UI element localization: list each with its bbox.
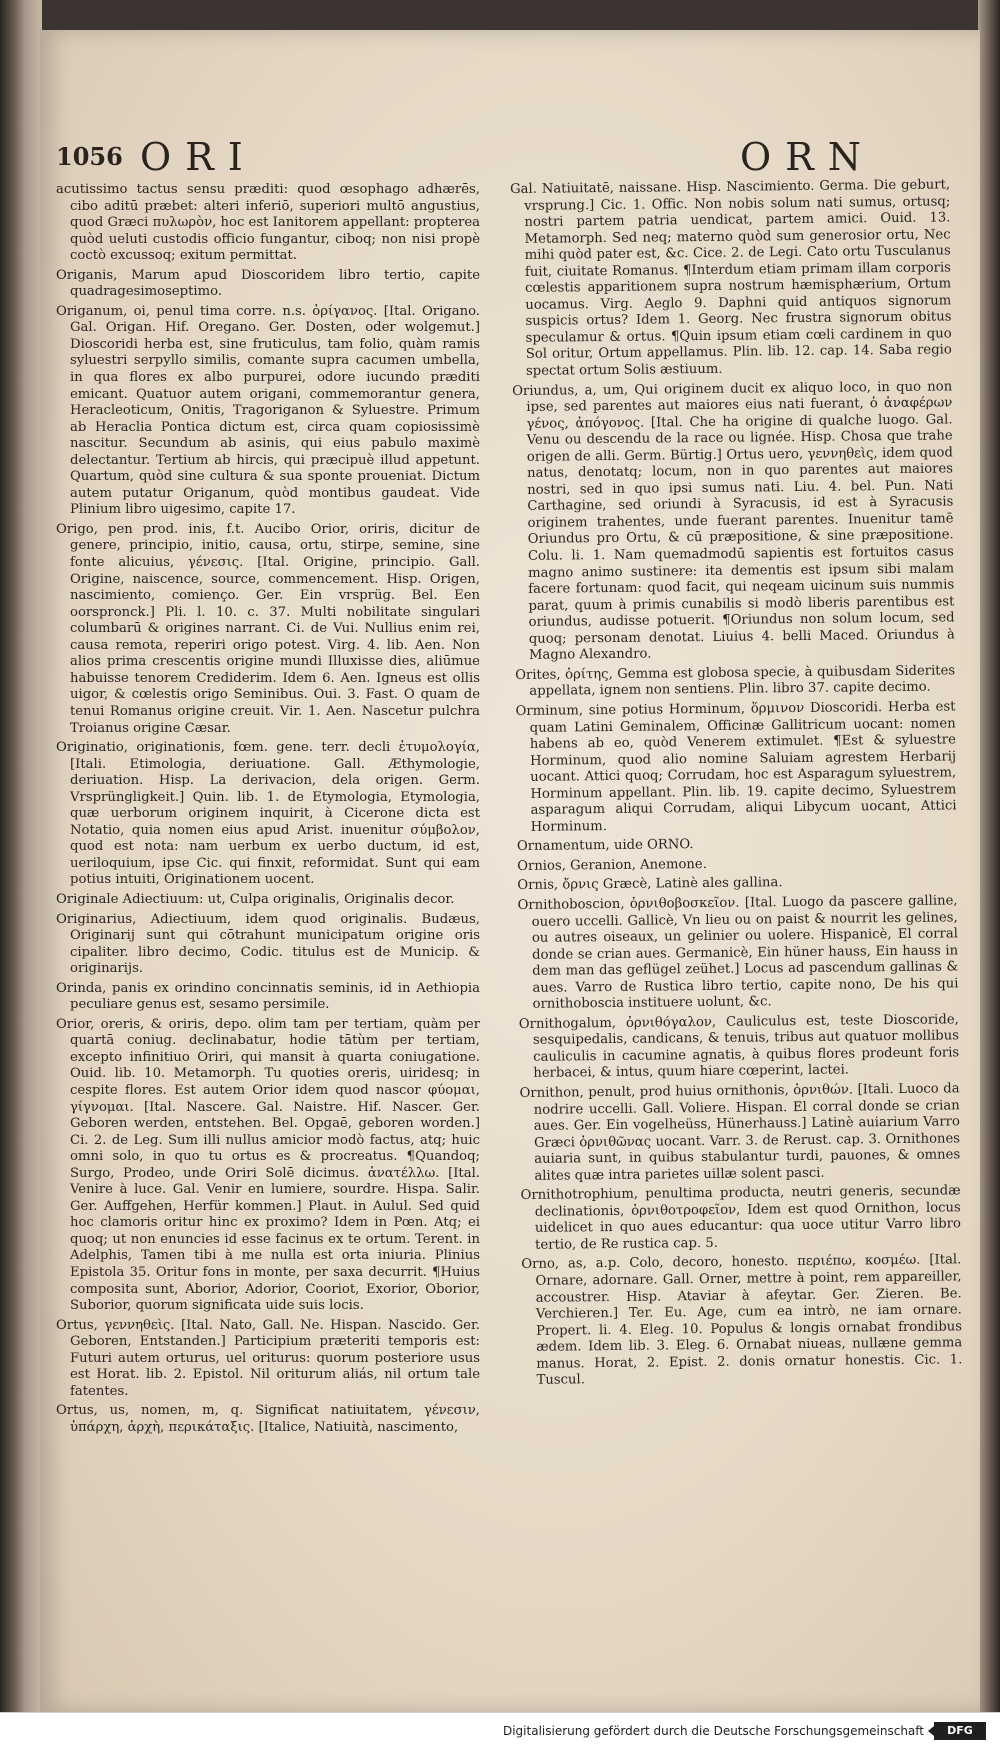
dictionary-entry: Origanum, oi, penul tima corre. n.s. ὀρίγανος. [Ital. Origano. Gal. Origan. Hif. Oregano. Ger. Dosten, oder wolgemut.] Dioscoridi herba est, sine fruticulus, tam folio, quàm ramis syluestri serpyllo similis, comante supra cacumen umbella, in qua flores ex albo purpurei, odore iucundo prӕditi emicant. Quatuor autem origani, commemorantur genera, Heracleoticum, Onitis, Tragoriganon & Syluestre. Primum ab Heraclia Pontica dictum est, circa quam copiosissimè nascitur. Secundum ab asinis, qui eius pabulo maximè delectantur. Tertium ab hircis, qui prӕcipuè illud appetunt. Quartum, quòd sine cultura & sua sponte proueniat. Dictum autem putatur Origanum, quòd montibus gaudeat. Vide Plinium libro uigesimo, capite 17.	[56, 303, 480, 518]
dictionary-entry: Orminum, sine potius Horminum, ὅρμινον Dioscoridi. Herba est quam Latini Geminalem, Officinӕ Gallitricum uocant: nomen habens ab eo, quòd Venerem extimulet. ¶Est & syluestre Horminum, quod alio nomine Saluiam agrestem Herbarij uocant. Attici quoq; Corrudam, hoc est Asparagum syluestrem, Horminum appellant. Plin. lib. 19. capite decimo, Syluestrem asparagum aliqui Corrudam, aliqui Libycum uocant, Attici Horminum.	[515, 699, 957, 835]
dictionary-entry: acutissimo tactus sensu prӕditi: quod œsophago adhӕrēs, cibo aditū prӕbet: alteri inferiō, superiori multō angustius, quod Grӕci πυλωρὸν, hoc est Ianitorem appellant: propterea quòd ueluti custodis officio fungantur, ciboq; non nisi propè coctò excussoq; exitum permittat.	[56, 182, 480, 264]
dictionary-entry: Originarius, Adiectiuum, idem quod originalis. Budӕus, Originarij sunt qui cōtrahunt municipatum origine oris cipaliter. libro decimo, Codic. titulus est de Municip. & originarijs.	[56, 911, 480, 977]
dictionary-entry: Ortus, us, nomen, m, q. Significat natiuitatem, γένεσιν, ὑπάρχη, ἀρχὴ, περικάταξις. [Italice, Natiuità, nascimento,	[56, 1403, 480, 1435]
running-head-right: ORN	[740, 135, 876, 179]
page-number: 1056	[56, 142, 123, 171]
book-edge-right	[978, 0, 1000, 1749]
dictionary-entry: Origanis, Marum apud Dioscoridem libro tertio, capite quadragesimoseptimo.	[56, 267, 480, 300]
dictionary-entry: Ornithogalum, ὀρνιθόγαλον, Cauliculus est, teste Dioscoride, sesquipedalis, candicans, & tenuis, tribus aut quatuor mollibus cauliculis in cacumine agnatis, à quibus flores prodeunt foris herbacei, & intus, quum hiare cœperint, lactei.	[518, 1012, 960, 1082]
dictionary-entry: Ornamentum, uide ORNO.	[516, 837, 694, 855]
dictionary-entry: Ornithoboscion, ὀρνιθοβοσκεῖον. [Ital. Luogo da pascere galline, ouero uccelli. Gallicè, Vn lieu ou on paist & nourrit les gelines, ou autres oiseaux, un gelinier ou uolere. Hispanicè, El corral donde se crian aues. Germanicè, Ein hüner hauss, Ein hauss in dem man das geflügel zeühet.] Locus ad pascendum gallinas & aues. Varro de Rustica libro tertio, capite nono, De his qui ornithoboscia instituere uolunt, &c.	[517, 893, 959, 1013]
dictionary-entry: Ornis, ὄρνις Grӕcè, Latinè ales gallina.	[517, 875, 783, 894]
dfg-logo-icon: DFG	[934, 1722, 986, 1740]
digitization-footer	[0, 1712, 1000, 1749]
left-column	[56, 182, 480, 1672]
book-page	[40, 30, 980, 1712]
dictionary-entry: Origo, pen prod. inis, f.t. Aucibo Orior, oriris, dicitur de genere, principio, initio, causa, ortu, stirpe, semine, sine fonte alicuius, γένεσις. [Ital. Origine, principio. Gall. Origine, naiscence, source, commencement. Hisp. Origen, nascimiento, comienço. Ger. Ein vrsprüg. Bel. Een oorspronck.] Pli. l. 10. c. 37. Multi nobilitate singulari columbarū & origines narrant. Ci. de Vui. Nullius enim rei, causa remota, reperiri origo potest. Virg. 4. lib. Aen. Non alios prima crescentis origine mundi Illuxisse dies, aliūmue habuisse tenorem Crediderim. Idem 6. Aen. Igneus est ollis uigor, & cœlestis origo Seminibus. Oui. 3. Fast. O quam de tenui Romanus origine creuit. Vir. 1. Aen. Nascetur pulchra Troianus origine Cӕsar.	[56, 521, 480, 736]
running-head-left: ORI	[140, 135, 257, 179]
dictionary-entry: Orno, as, a.p. Colo, decoro, honesto. περιέπω, κοσμέω. [Ital. Ornare, adornare. Gall. Orner, mettre à point, rem appareiller, accoustrer. Hisp. Ataviar à afeytar. Ger. Zieren. Be. Verchieren.] Ter. Eu. Age, cum ea intrò, ne iam ornare. Propert. li. 4. Eleg. 10. Populus & longis ornabat frondibus ӕdem. Idem lib. 3. Eleg. 6. Ornabat niueas, nullӕne gemma manus. Horat, 2. Epist. 2. donis ornatur honestis. Cic. 1. Tuscul.	[521, 1252, 963, 1389]
dictionary-entry: Ornios, Geranion, Anemone.	[517, 856, 707, 874]
dictionary-entry: Ornithon, penult, prod huius ornithonis, ὀρνιθών. [Itali. Luoco da nodrire uccelli. Gall. Voliere. Hispan. El corral donde se crian aues. Ger. Ein vogelheüss, Hünerhauss.] Latinè auiarium Varro Grӕci ὀρνιθῶνας uocant. Varr. 3. de Rerust. cap. 3. Ornithones auiaria sunt, in quibus stabulantur turdi, pauones, & omnes alites quӕ intra parietes uillӕ solent pasci.	[519, 1081, 961, 1184]
funding-credit: Digitalisierung gefördert durch die Deutsche Forschungsgemeinschaft	[502, 1724, 924, 1738]
dictionary-entry: Orinda, panis ex orindino concinnatis seminis, id in Aethiopia peculiare genus est, sesamo persimile.	[56, 980, 480, 1013]
dictionary-entry: Gal. Natiuitatē, naissane. Hisp. Nascimiento. Germa. Die geburt, vrsprung.] Cic. 1. Offic. Non nobis solum nati sumus, ortusq; nostri partem patria uendicat, partem amici. Ouid. 13. Metamorph. Sed neq; materno quòd sum generosior ortu, Nec mihi quòd pater est, &c. Cice. 2. de Legi. Cato ortu Tusculanus fuit, ciuitate Romanus. ¶Interdum etiam primam illam corporis cœlestis apparitionem supra nostrum hӕmisphӕrium, Ortum uocamus. Virg. Aeglo 9. Daphni quid antiquos signorum suspicis ortus? Idem 1. Georg. Nec frustra signorum obitus speculamur & ortus. ¶Quin ipsum etiam cœli cardinem in quo Sol oritur, Ortum appellamus. Plin. lib. 12. cap. 14. Saba regio spectat ortum Solis ӕstiuum.	[510, 177, 952, 379]
dictionary-entry: Oriundus, a, um, Qui originem ducit ex aliquo loco, in quo non ipse, sed parentes aut maiores eius nati fuerant, ὁ ἀναφέρων γένος, ἀπόγονος. [Ital. Che ha origine di qualche luogo. Gal. Venu ou descendu de la race ou lignée. Hisp. Chosa que trahe origen de alli. Germ. Bürtig.] Ortus uero, γεννηθεὶς, idem quod natus, denotatq; locum, non in quo parentes aut maiores nostri, sed in quo ipsi sumus nati. Liu. 4. bel. Pun. Nati Carthagine, sed oriundi à Syracusis, id est à Syracusis originem trahentes, unde fuerant parentes. Inuenitur tamē Oriundus pro Ortu, & cū prӕpositione, & sine prӕpositione. Colu. li. 1. Nam quemadmodū sapientis est fortuitos casus magno animo sustinere: ita dementis est ipsum sibi malam facere fortunam: quod facit, qui neqeam uicinum suis nummis parat, quum à primis cunabilis si modò liberis parentibus est oriundus, audisse potuerit. ¶Oriundus non solum locum, sed quoq; personam denotat. Liuius 4. belli Maced. Oriundus à Magno Alexandro.	[512, 378, 955, 664]
dictionary-entry: Orior, oreris, & oriris, depo. olim tam per tertiam, quàm per quartā coniug. declinabatur, hodie tātùm per tertiam, excepto infinitiuo Oriri, qui mansit à quarta coniugatione. Ouid. lib. 10. Metamorph. Tu quoties oreris, uiridesq; in cespite flores. Est autem Orior idem quod nascor φύομαι, γίγνομαι. [Ital. Nascere. Gal. Naistre. Hif. Nascer. Ger. Geboren werden, entstehen. Bel. Opgaē, geboren worden.] Ci. 2. de Leg. Sum illi nullus amicior modò factus, atq; huic omni solo, in quo tu ortus es & procreatus. ¶Quandoq; Surgo, Prodeo, unde Oriri Solē dicimus. ἀνατέλλω. [Ital. Venire à luce. Gal. Venir en lumiere, sourdre. Hispa. Salir. Ger. Auffgehen, Herfür kommen.] Plaut. in Aulul. Sed quid hoc clamoris oritur hinc ex proximo? Idem in Pœn. Atq; ei quoq; ut non enuncies id esse facinus ex te ortum. Terent. in Adelphis, Tamen tibi à me nulla est orta iniuria. Plinius Epistola 35. Oritur fons in monte, per saxa decurrit. ¶Huius composita sunt, Aborior, Adorior, Cooriot, Exorior, Oborior, Suborior, quorum significata uide suis locis.	[56, 1016, 480, 1314]
dictionary-entry: Originatio, originationis, fœm. gene. terr. decli ἐτυμολογία, [Itali. Etimologia, deriuatione. Gall. Æthymologie, deriuation. Hisp. La derivacion, dela origen. Germ. Vrsprüngligkeit.] Quin. lib. 1. de Etymologia, Etymologia, quӕ uerborum originem inquirit, à Cicerone dicta est Notatio, quia nomen eius apud Arist. inuenitur σύμβολον, quod est nota: nam uerbum ex uerbo ductum, id est, ueriloquium, ipse Cic. qui finxit, reformidat. Sunt qui eam potius intuiti, Originationem uocent.	[56, 740, 480, 888]
right-column	[510, 177, 966, 1672]
dictionary-entry: Originale Adiectiuum: ut, Culpa originalis, Originalis decor.	[56, 891, 455, 907]
book-edge-left	[0, 0, 42, 1749]
dictionary-entry: Ortus, γεννηθεὶς. [Ital. Nato, Gall. Ne. Hispan. Nascido. Ger. Geboren, Entstanden.] Participium prӕteriti temporis est: Futuri autem orturus, uel oriturus: quorum posteriore usus est Horat. lib. 2. Epistol. Nil oriturum aliás, nil ortum tale fatentes.	[56, 1317, 480, 1399]
dictionary-entry: Orites, ὀρίτης, Gemma est globosa specie, à quibusdam Siderites appellata, ignem non sentiens. Plin. libro 37. capite decimo.	[515, 663, 956, 700]
page-header	[40, 134, 980, 180]
dictionary-entry: Ornithotrophium, penultima producta, neutri generis, secundӕ declinationis, ὀρνιθοτροφεῖον, Idem est quod Ornithon, locus uidelicet in quo aues educantur: qua uoce utitur Varro libro tertio, de Re rustica cap. 5.	[520, 1183, 962, 1253]
